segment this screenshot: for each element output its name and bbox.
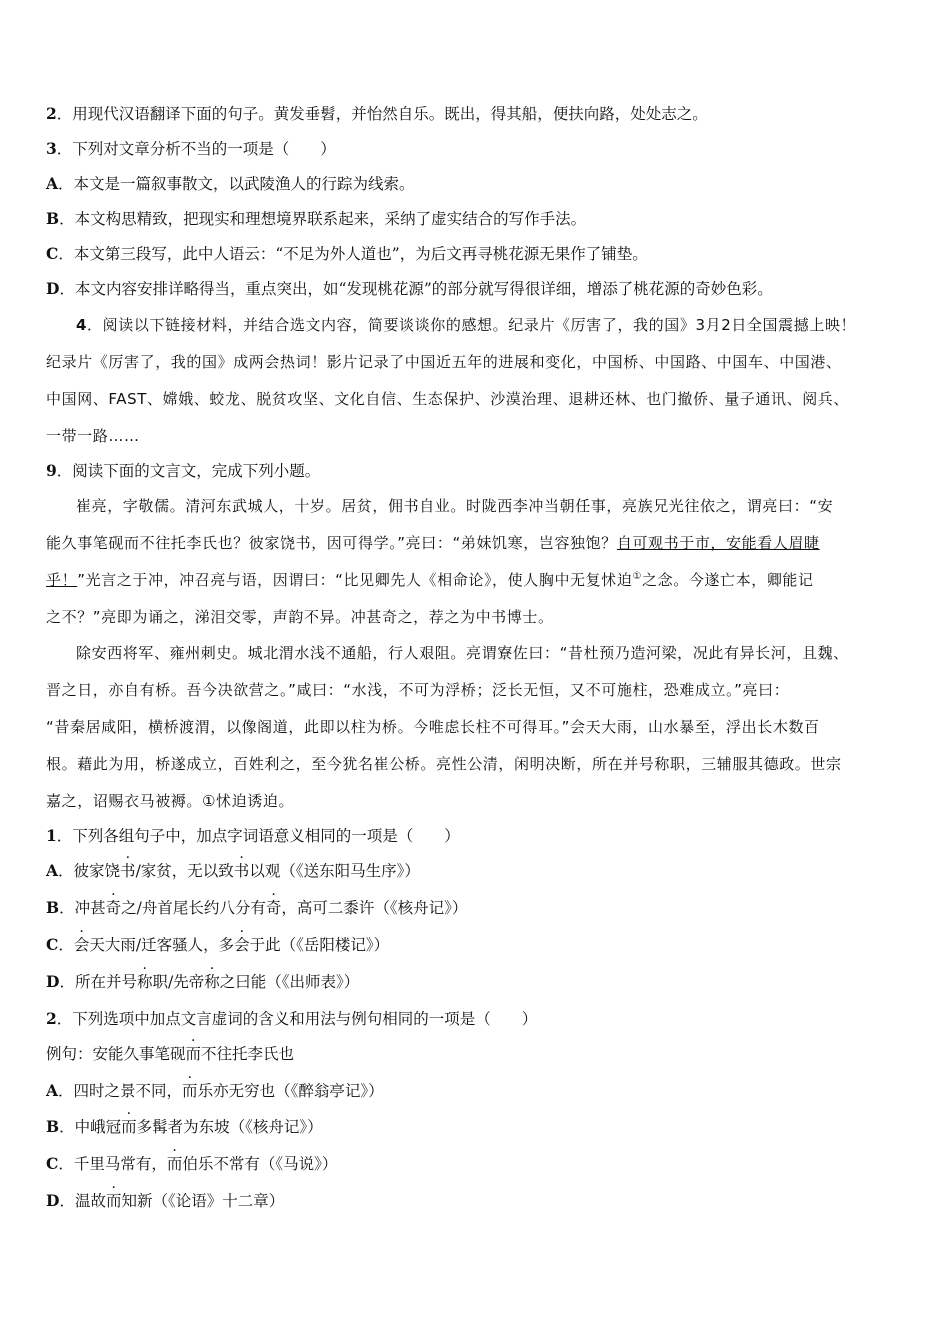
dotted-char: 称 (204, 973, 220, 991)
question-text: ．下列选项中加点文言虚词的含义和用法与例句相同的一项是（ ） (56, 1010, 538, 1028)
dotted-char: 会 (73, 936, 90, 954)
passage-line: 崔亮，字敬儒。清河东武城人，十岁。居贫，佣书自业。时陇西李冲当朝任事，亮族兄光往依之，谓亮曰：“安 (76, 497, 834, 515)
option-a (46, 174, 908, 194)
question-text: ．用现代汉语翻译下面的句子。黄发垂髫，并怡然自乐。既出，得其船，便扶向路，处处志之。 (56, 105, 708, 123)
option-letter: C (46, 935, 59, 954)
option-text: ，高可二黍许（《核舟记》） (281, 899, 468, 917)
option-text: 之曰能（《出师表》） (219, 973, 360, 991)
passage-line: 除安西将军、雍州刺史。城北渭水浅不通船，行人艰阻。亮谓寮佐曰：“昔杜预乃造河梁，况此有异长河，且魏、 (76, 644, 849, 662)
option-letter: B (46, 1117, 60, 1136)
option-letter: A (46, 1081, 59, 1100)
dotted-char: 称 (136, 973, 153, 991)
question-number: 9 (46, 461, 57, 480)
option-d (46, 1191, 908, 1211)
dotted-char: 而 (105, 1192, 122, 1210)
passage-line: 嘉之，诏赐衣马被褥。①怵迫诱迫。 (46, 792, 295, 810)
passage-line: 根。藉此为用，桥遂成立，百姓利之，至今犹名崔公桥。亮性公清，闲明决断，所在并号称职，三辅服其德政。世宗 (46, 755, 842, 773)
option-text: ． (58, 936, 74, 954)
option-text: ．温故 (59, 1192, 106, 1210)
dotted-char: 奇 (265, 899, 282, 917)
option-text: 以观（《送东阳马生序》） (249, 862, 420, 880)
option-d (46, 279, 908, 299)
question-number: 3 (46, 139, 57, 158)
option-text: ．所在并号 (59, 973, 137, 991)
example-text: 不往托李氏也 (201, 1045, 295, 1063)
option-text: ．中峨冠 (59, 1118, 122, 1136)
passage-text: 之念。今遂亡本，卿能记 (642, 571, 814, 589)
option-a (46, 861, 908, 881)
option-c (46, 935, 908, 955)
option-letter: D (46, 279, 60, 298)
option-text: 天大雨/迁客骚人，多 (89, 936, 235, 954)
question-number: 1 (46, 826, 57, 845)
option-text: ．本文构思精致，把现实和理想境界联系起来，采纳了虚实结合的写作手法。 (59, 210, 587, 228)
option-c (46, 1154, 908, 1174)
question-text: ．阅读下面的文言文，完成下列小题。 (56, 462, 321, 480)
option-text: 于此（《岳阳楼记》） (249, 936, 390, 954)
sub-question-2 (46, 1009, 908, 1029)
passage-text: ”光言之于冲，冲召亮与语，因谓曰：“比见卿先人《相命论》，使人胸中无复怵迫 (77, 571, 633, 589)
question-number: 4 (76, 316, 88, 334)
material-line: 纪录片《厉害了，我的国》成两会热词！影片记录了中国近五年的进展和变化，中国桥、中国路、中国车、中国港、 (46, 353, 842, 371)
option-text: ．冲甚 (59, 899, 106, 917)
material-line: 一带一路…… (46, 427, 140, 445)
dotted-char: 奇 (105, 899, 122, 917)
passage-line (46, 570, 908, 590)
dotted-char: 而 (185, 1045, 202, 1063)
option-text: 职/先帝 (152, 973, 205, 991)
example-text: 例句：安能久事笔砚 (46, 1045, 186, 1063)
option-letter: A (46, 861, 59, 880)
material-line: 中国网、FAST、嫦娥、蛟龙、脱贫攻坚、文化自信、生态保护、沙漠治理、退耕还林、也门撤侨、量子通讯、阅兵、 (46, 390, 850, 408)
question-number: 2 (46, 104, 57, 123)
dotted-char: 而 (121, 1118, 137, 1136)
option-text: ．本文第三段写，此中人语云：“不足为外人道也”，为后文再寻桃花源无果作了铺垫。 (58, 245, 648, 263)
passage-line: 之不？”亮即为诵之，涕泪交零，声韵不异。冲甚奇之，荐之为中书博士。 (46, 608, 554, 626)
option-text: 知新（《论语》十二章） (121, 1192, 285, 1210)
option-a (46, 1081, 908, 1101)
question-text: ．下列对文章分析不当的一项是（ ） (56, 140, 336, 158)
question-text: ．阅读以下链接材料，并结合选文内容，简要谈谈你的感想。纪录片《厉害了，我的国》3月2日全国震撼上映！ (87, 316, 857, 334)
question-text: ．下列各组句子中，加点字词语意义相同的一项是（ ） (56, 827, 460, 845)
option-b (46, 898, 908, 918)
option-b (46, 1117, 908, 1137)
dotted-char: 而 (166, 1155, 183, 1173)
passage-text: 能久事笔砚而不往托李氏也？彼家饶书，因可得学。”亮曰：“弟妹饥寒，岂容独饱？ (46, 534, 617, 552)
option-text: ．千里马常有， (58, 1155, 167, 1173)
option-letter: B (46, 898, 60, 917)
classical-reading-heading (46, 461, 908, 481)
option-text: 乐亦无穷也（《醉翁亭记》） (197, 1082, 384, 1100)
passage-line (46, 533, 908, 553)
option-letter: C (46, 244, 59, 263)
option-letter: D (46, 972, 60, 991)
dotted-char: 会 (234, 936, 250, 954)
option-letter: A (46, 174, 59, 193)
option-text: ．本文内容安排详略得当，重点突出，如“发现桃花源”的部分就写得很详细，增添了桃花源的奇妙色彩。 (59, 280, 773, 298)
option-text: 之/舟首尾长约八分有 (121, 899, 266, 917)
sub-question-1 (46, 826, 908, 846)
option-letter: D (46, 1191, 60, 1210)
analysis-question (46, 139, 908, 159)
translation-question (46, 104, 908, 124)
option-text: 多髯者为东坡（《核舟记》） (136, 1118, 323, 1136)
passage-line: 晋之日，亦自有桥。吾今决欲营之。”咸曰：“水浅，不可为浮桥；泛长无恒，又不可施柱，恐难成立。”亮曰： (46, 681, 790, 699)
option-text: ．彼家饶 (58, 862, 121, 880)
option-text: /家贫，无以致 (135, 862, 234, 880)
question-number: 2 (46, 1009, 57, 1028)
example-sentence (46, 1044, 908, 1064)
option-text: ．四时之景不同， (58, 1082, 183, 1100)
option-c (46, 244, 908, 264)
passage-line: “昔秦居咸阳，横桥渡渭，以像阁道，此即以柱为桥。今唯虑长柱不可得耳。”会天大雨，山水暴至，浮出长木数百 (46, 718, 820, 736)
option-text: 伯乐不常有（《马说》） (182, 1155, 338, 1173)
underlined-sentence: 自可观书于市，安能看人眉睫 (616, 534, 820, 552)
footnote-marker: ① (632, 571, 643, 582)
underlined-sentence: 乎！ (46, 571, 78, 589)
option-letter: B (46, 209, 60, 228)
option-text: ．本文是一篇叙事散文，以武陵渔人的行踪为线索。 (58, 175, 415, 193)
dotted-char: 书 (233, 862, 250, 880)
option-letter: C (46, 1154, 59, 1173)
reading-question-4 (76, 315, 938, 335)
dotted-char: 书 (120, 862, 136, 880)
option-b (46, 209, 908, 229)
option-d (46, 972, 908, 992)
dotted-char: 而 (182, 1082, 198, 1100)
